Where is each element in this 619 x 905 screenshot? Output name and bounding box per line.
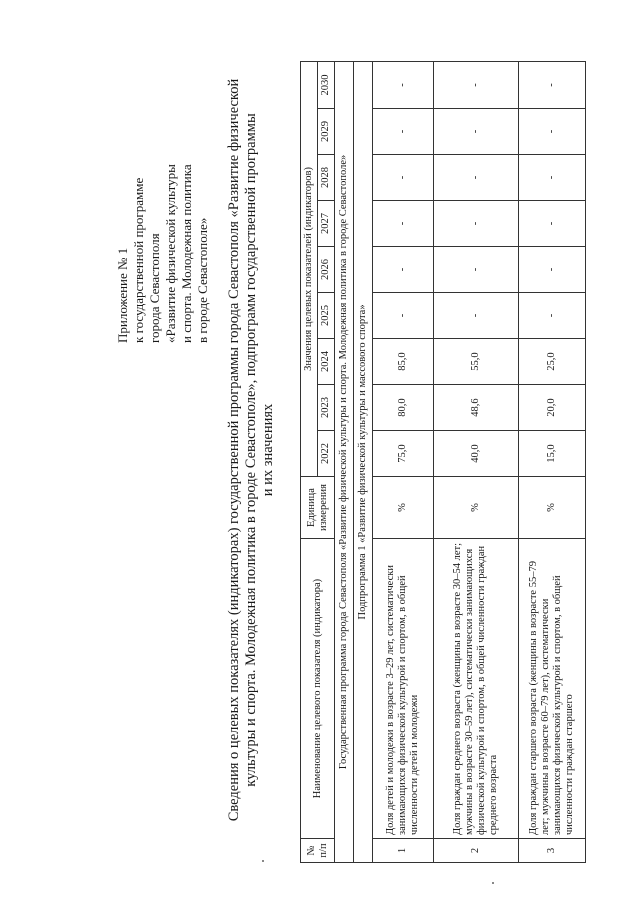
title-line-2: культуры и спорта. Молодежная политика в городе Севастополе», подпрограмм государственной программы [243,113,259,787]
row-value: - [519,201,586,247]
row-value: - [373,155,434,201]
header-unit: Единица измерения [301,477,335,539]
table-row [519,61,586,862]
header-year: 2024 [318,339,335,385]
header-year: 2030 [318,61,335,108]
row-value: - [373,201,434,247]
row-value: 48,6 [434,385,519,431]
program-title: Государственная программа города Севастополя «Развитие физической культуры и спорта. Молодежная политика в городе Севастополе» [335,61,354,862]
title-line-3: и их значениях [260,403,276,497]
header-year: 2026 [318,247,335,293]
header-year: 2023 [318,385,335,431]
scan-speck [492,882,494,884]
appendix-line: и спорта. Молодежная политика [179,164,194,343]
document-title [226,50,277,850]
header-row-1 [301,61,318,862]
row-value: - [434,247,519,293]
row-value: 75,0 [373,431,434,477]
header-year: 2022 [318,431,335,477]
row-value: - [373,61,434,108]
row-value: 55,0 [434,339,519,385]
header-year: 2027 [318,201,335,247]
indicators-table [300,61,586,863]
row-num: 3 [519,839,586,863]
title-line-1: Сведения о целевых показателях (индикаторах) государственной программы города Севастополя «Развитие физической [226,78,242,822]
row-unit: % [434,477,519,539]
table-row [434,61,519,862]
row-indicator-name: Доля граждан старшего возраста (женщины в возрасте 55–79 лет; мужчины в возрасте 60–79 лет), систематически занимающихся физической культурой и спортом, в общей численности граждан старшего [519,539,586,839]
row-value: - [373,293,434,339]
row-value: - [519,109,586,155]
row-value: - [373,247,434,293]
row-value: - [519,61,586,108]
row-value: - [434,293,519,339]
row-unit: % [373,477,434,539]
header-year: 2025 [318,293,335,339]
table-row [373,61,434,862]
row-indicator-name: Доля детей и молодежи в возрасте 3–29 лет, систематически занимающихся физической культурой и спортом, в общей численности детей и молодежи [373,539,434,839]
row-value: - [519,293,586,339]
header-values-group: Значения целевых показателей (индикаторов) [301,61,318,476]
row-value: 15,0 [519,431,586,477]
appendix-line: Приложение № 1 [115,247,130,343]
appendix-line: в городе Севастополе» [195,217,210,343]
appendix-line: города Севастополя [147,233,162,343]
row-value: 20,0 [519,385,586,431]
row-value: 40,0 [434,431,519,477]
scan-speck [262,860,264,862]
row-value: 25,0 [519,339,586,385]
subprogram-title: Подпрограмма 1 «Развитие физической культуры и массового спорта» [354,61,373,862]
row-num: 2 [434,839,519,863]
row-value: - [519,155,586,201]
row-value: 80,0 [373,385,434,431]
subprogram-row [354,61,373,862]
header-num: № п/п [301,839,335,863]
header-year: 2028 [318,155,335,201]
appendix-note [115,133,211,343]
header-year: 2029 [318,109,335,155]
row-value: - [434,61,519,108]
row-value: - [373,109,434,155]
row-value: - [434,201,519,247]
indicators-table-wrapper [300,62,586,863]
row-value: - [434,155,519,201]
appendix-line: к государственной программе [131,177,146,343]
appendix-line: «Развитие физической культуры [163,164,178,343]
row-value: - [434,109,519,155]
row-indicator-name: Доля граждан среднего возраста (женщины в возрасте 30–54 лет; мужчины в возрасте 30–59 лет), систематически занимающихся физической культурой и спортом, в общей численности граждан среднего возраста [434,539,519,839]
row-unit: % [519,477,586,539]
row-num: 1 [373,839,434,863]
program-row [335,61,354,862]
row-value: 85,0 [373,339,434,385]
row-value: - [519,247,586,293]
header-name: Наименование целевого показателя (индикатора) [301,539,335,839]
